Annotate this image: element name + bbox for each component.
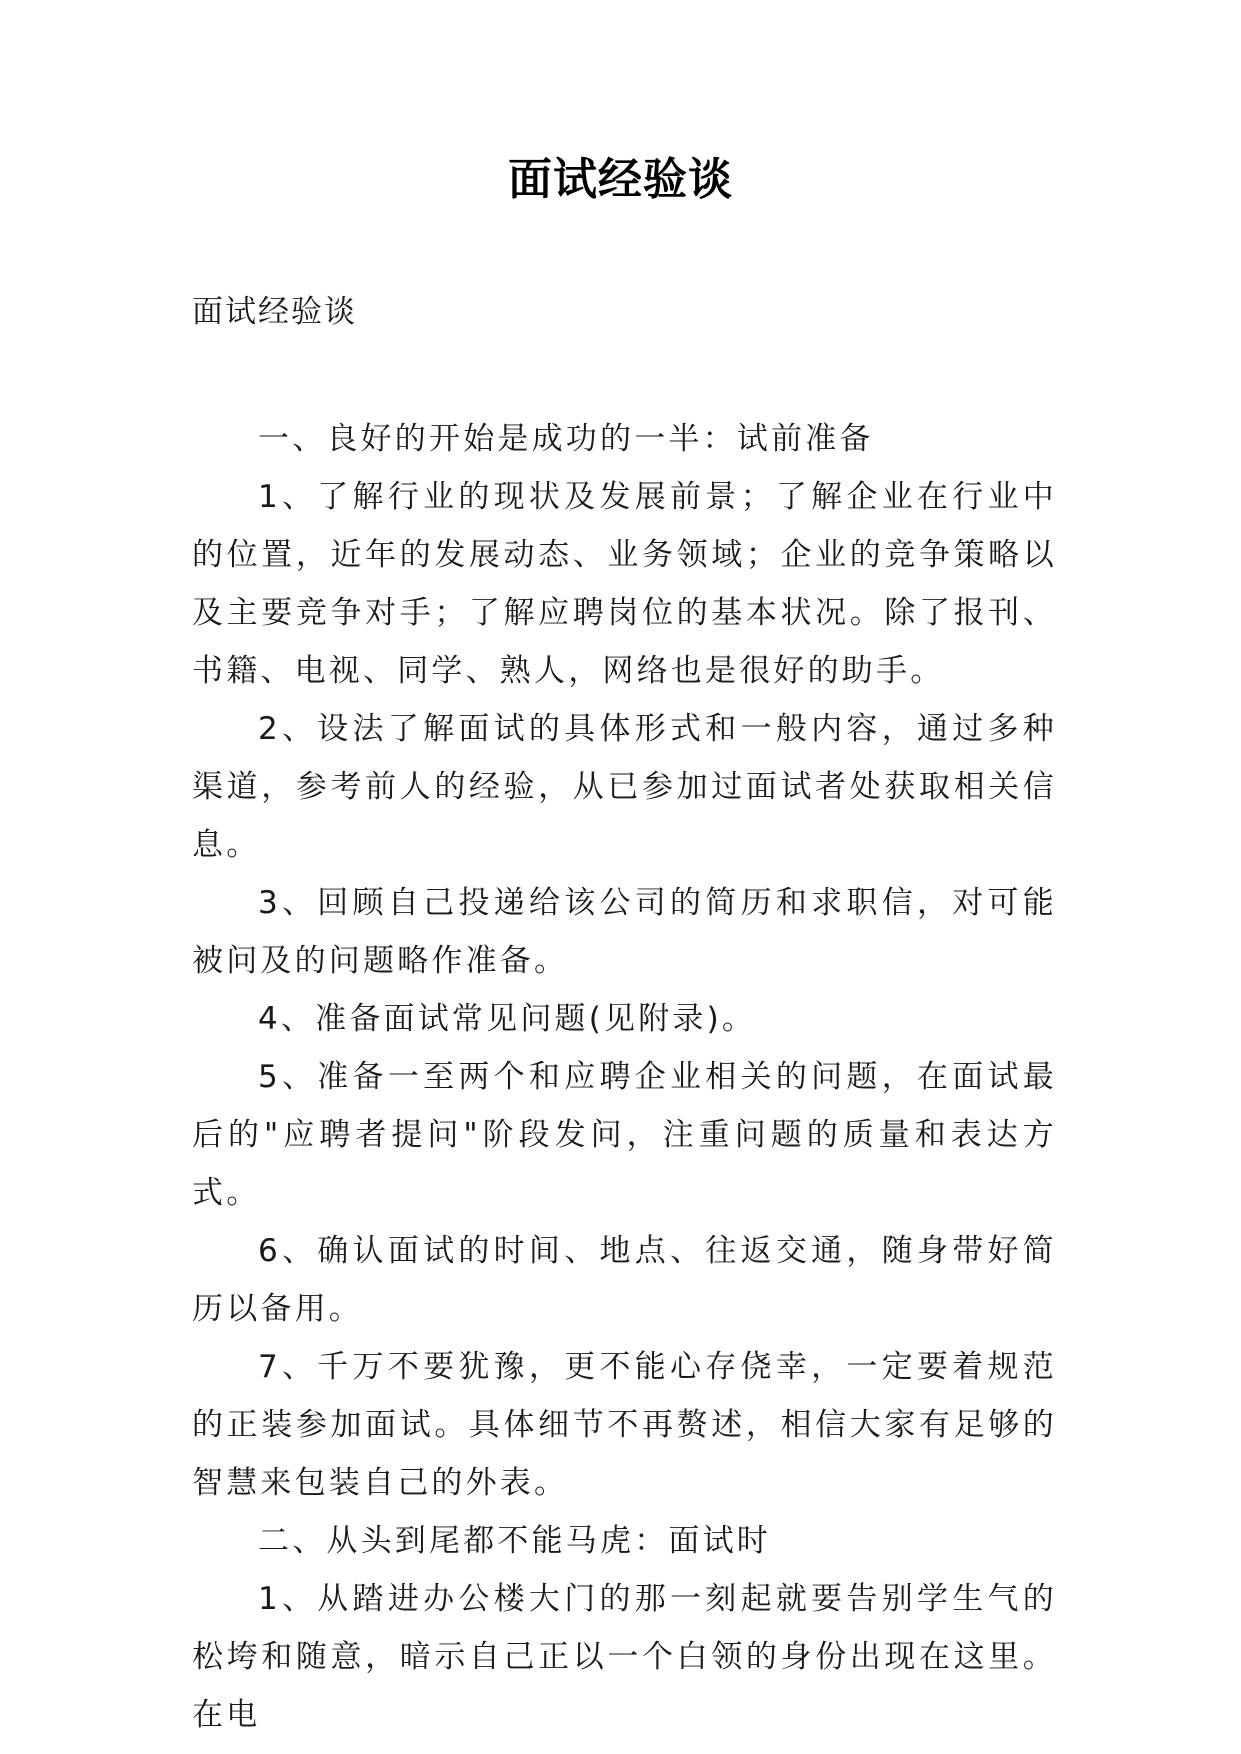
paragraph-item-3: 3、回顾自己投递给该公司的简历和求职信，对可能被问及的问题略作准备。 bbox=[192, 885, 1057, 979]
paragraph-interview-item-1: 1、从踏进办公楼大门的那一刻起就要告别学生气的松垮和随意，暗示自己正以一个白领的身份出现在这里。在电 bbox=[192, 1581, 1057, 1733]
document-body bbox=[192, 410, 1057, 1744]
section-heading-interview: 二、从头到尾都不能马虎：面试时 bbox=[258, 1523, 771, 1559]
paragraph-item-1: 1、了解行业的现状及发展前景；了解企业在行业中的位置，近年的发展动态、业务领域；企业的竞争策略以及主要竞争对手；了解应聘岗位的基本状况。除了报刊、书籍、电视、同学、熟人，网络也是很好的助手。 bbox=[192, 479, 1057, 689]
section-heading-preparation: 一、良好的开始是成功的一半：试前准备 bbox=[258, 421, 874, 457]
document-subtitle: 面试经验谈 bbox=[192, 294, 357, 330]
paragraph-item-7: 7、千万不要犹豫，更不能心存侥幸，一定要着规范的正装参加面试。具体细节不再赘述，相信大家有足够的智慧来包装自己的外表。 bbox=[192, 1349, 1057, 1501]
paragraph-item-5: 5、准备一至两个和应聘企业相关的问题，在面试最后的"应聘者提问"阶段发问，注重问题的质量和表达方式。 bbox=[192, 1059, 1057, 1211]
paragraph-item-6: 6、确认面试的时间、地点、往返交通，随身带好简历以备用。 bbox=[192, 1233, 1057, 1327]
paragraph-item-2: 2、设法了解面试的具体形式和一般内容，通过多种渠道，参考前人的经验，从已参加过面试者处获取相关信息。 bbox=[192, 711, 1057, 863]
document-title: 面试经验谈 bbox=[508, 154, 733, 205]
paragraph-item-4: 4、准备面试常见问题(见附录)。 bbox=[258, 1001, 757, 1037]
